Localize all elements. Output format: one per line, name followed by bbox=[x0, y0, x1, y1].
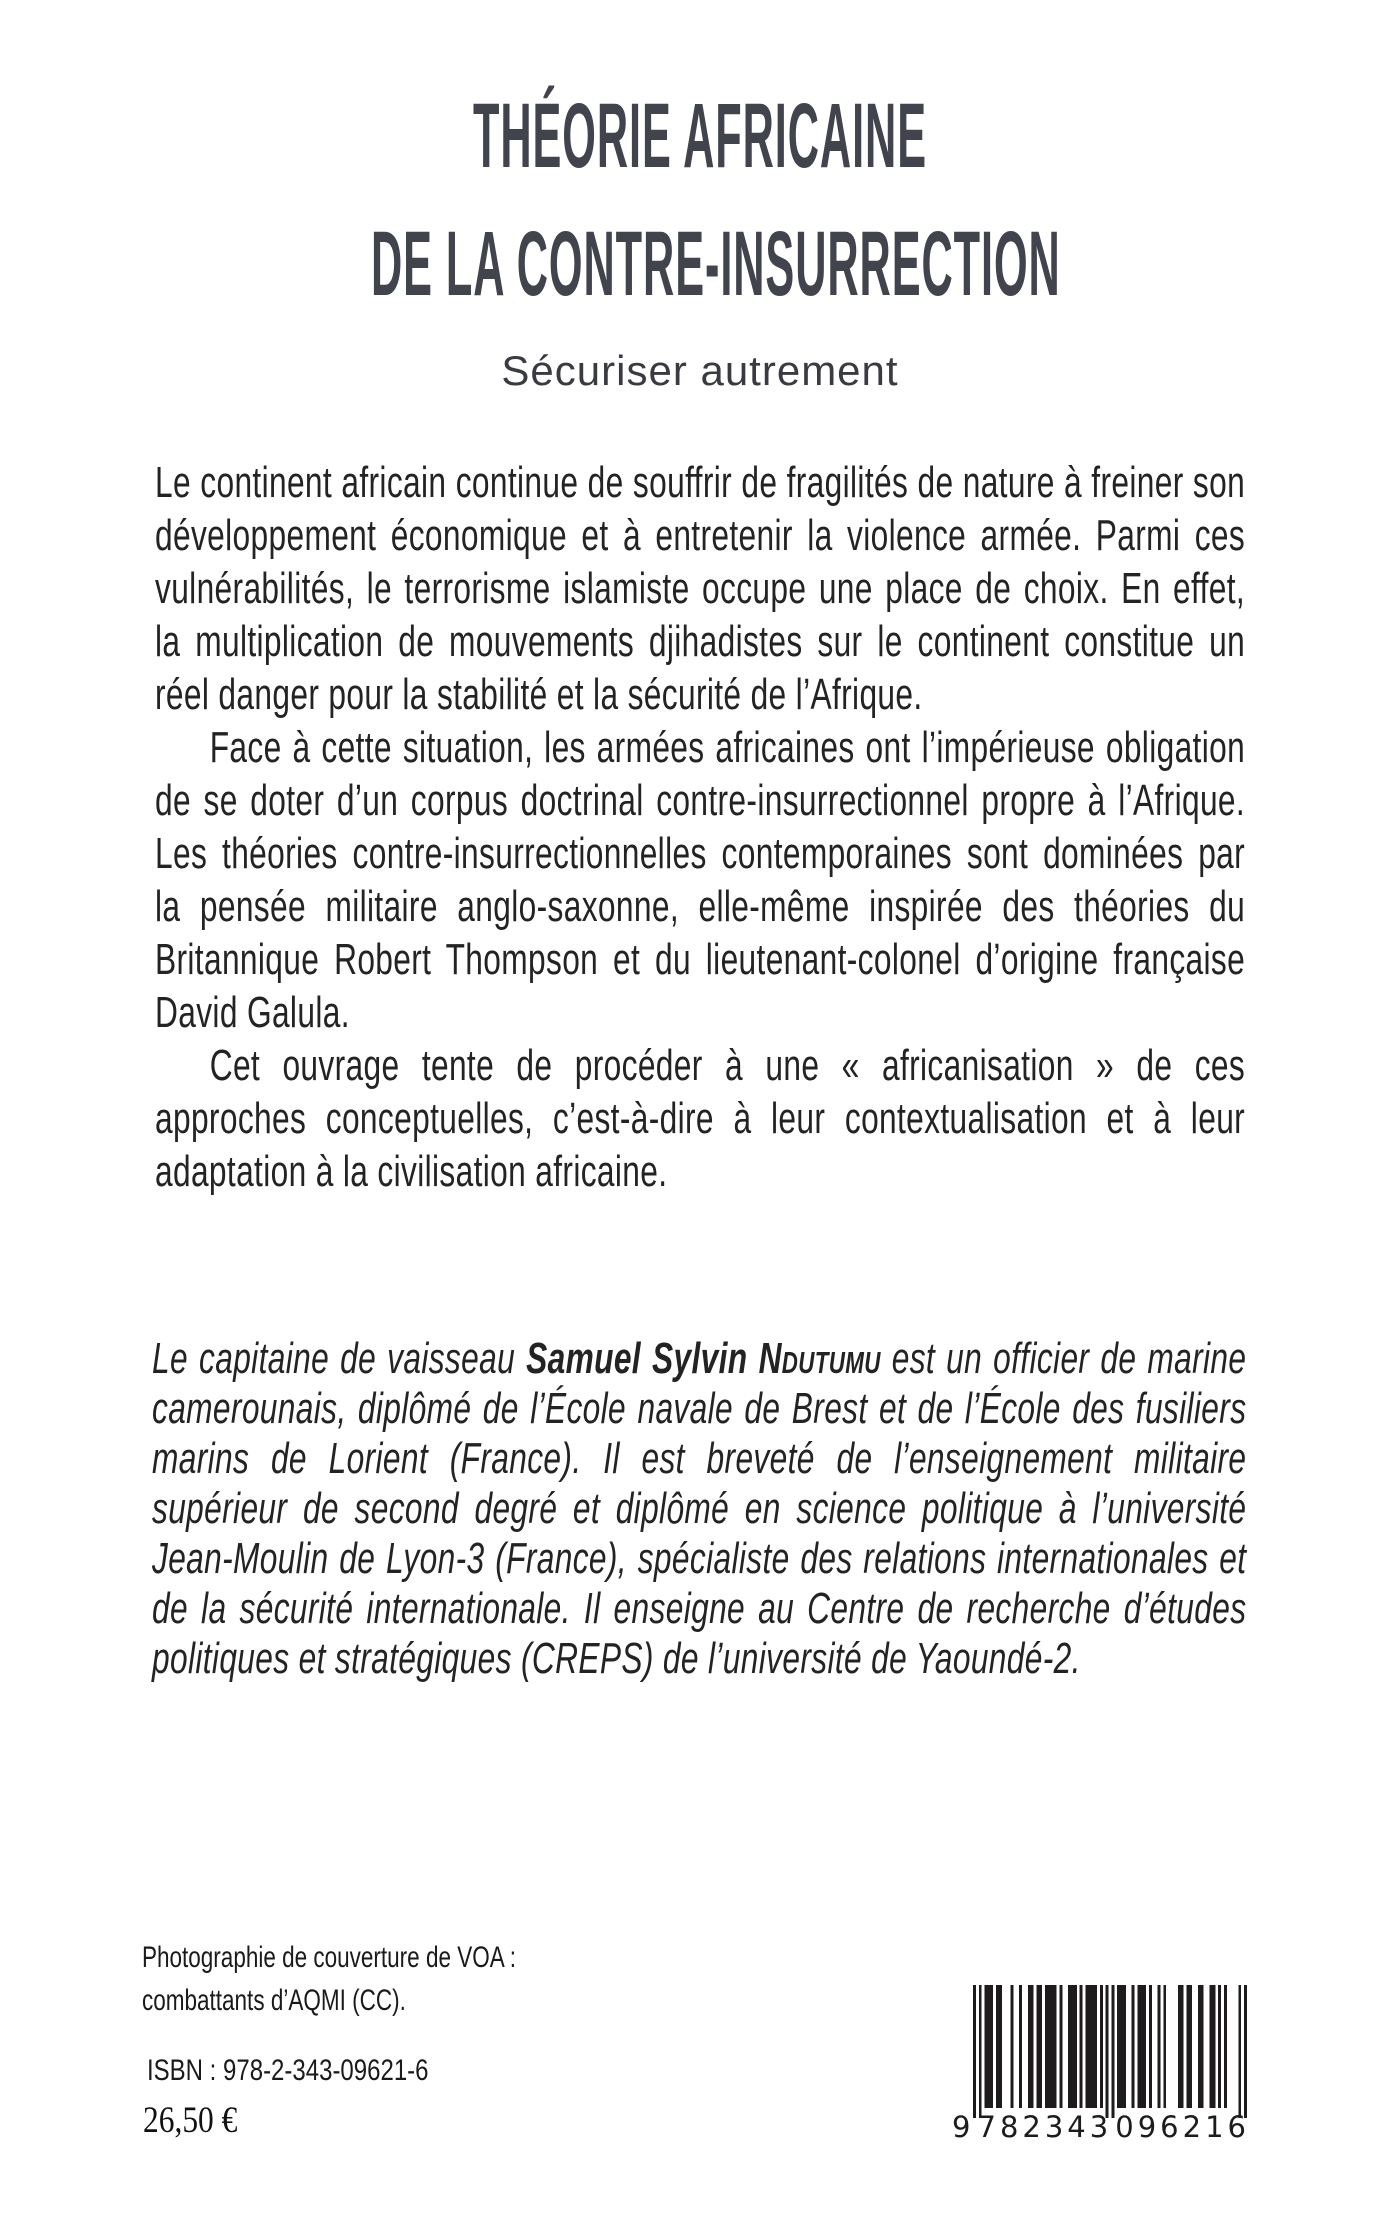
author-bio bbox=[152, 1334, 1246, 1684]
barcode-digit-group-3: 096216 bbox=[1115, 2110, 1250, 2144]
bio-rest: est un officier de marine camerounais, diplômé de l’École navale de Brest et de l’École des fusiliers marins de Lorient (France). Il est breveté de l’enseignement militaire supérieur de second degré et diplômé en science politique à l’université Jean-Moulin de Lyon-3 (France), spécialiste des relations internationales et de la sécurité internationale. Il enseigne au Centre de recherche d’études politiques et stratégiques (CREPS) de l’université de Yaoundé-2. bbox=[152, 1334, 1247, 1683]
book-title-line1: THÉORIE AFRICAINE bbox=[472, 85, 927, 187]
synopsis-paragraph-2: Face à cette situation, les armées africaines ont l’impérieuse obligation de se doter d’un corpus doctrinal contre-insurrectionnel propre à l’Afrique. Les théories contre-insurrectionnelles contemporaines sont dominées par la pensée militaire anglo-saxonne, elle-même inspirée des théories du Britannique Robert Thompson et du lieutenant-colonel d’origine française David Galula. bbox=[155, 723, 1246, 1037]
barcode-bars bbox=[973, 1985, 1247, 2118]
barcode bbox=[950, 1985, 1250, 2145]
bio-lead: Le capitaine de vaisseau bbox=[152, 1334, 516, 1383]
barcode-digits bbox=[952, 2110, 1250, 2144]
book-title-line2: DE LA CONTRE-INSURRECTION bbox=[371, 213, 1061, 315]
credit-line-1: Photographie de couverture de VOA : bbox=[142, 1941, 517, 1974]
synopsis-paragraph-3: Cet ouvrage tente de procéder à une « africanisation » de ces approches conceptuelles, c’est-à-dire à leur contextualisation et à leur adaptation à la civilisation africaine. bbox=[155, 1041, 1246, 1196]
author-name bbox=[526, 1334, 881, 1383]
author-first-names: Samuel Sylvin bbox=[526, 1334, 748, 1383]
synopsis-paragraph-1: Le continent africain continue de souffrir de fragilités de nature à freiner son développement économique et à entretenir la violence armée. Parmi ces vulnérabilités, le terrorisme islamiste occupe une place de choix. En effet, la multiplication de mouvements djihadistes sur le continent constitue un réel danger pour la stabilité et la sécurité de l’Afrique. bbox=[155, 458, 1246, 719]
author-surname: Ndutumu bbox=[758, 1334, 881, 1383]
book-title bbox=[0, 72, 1400, 328]
barcode-digit-group-1: 9 bbox=[952, 2110, 975, 2144]
author-bio-paragraph bbox=[152, 1334, 1246, 1684]
cover-photo-credit bbox=[142, 1936, 516, 2022]
credit-line-2: combattants d’AQMI (CC). bbox=[142, 1984, 406, 2017]
synopsis bbox=[155, 456, 1245, 1198]
price: 26,50 € bbox=[143, 2100, 238, 2141]
isbn-number: ISBN : 978-2-343-09621-6 bbox=[147, 2054, 429, 2087]
barcode-digit-group-2: 782343 bbox=[977, 2110, 1113, 2144]
book-subtitle: Sécuriser autrement bbox=[501, 347, 899, 394]
